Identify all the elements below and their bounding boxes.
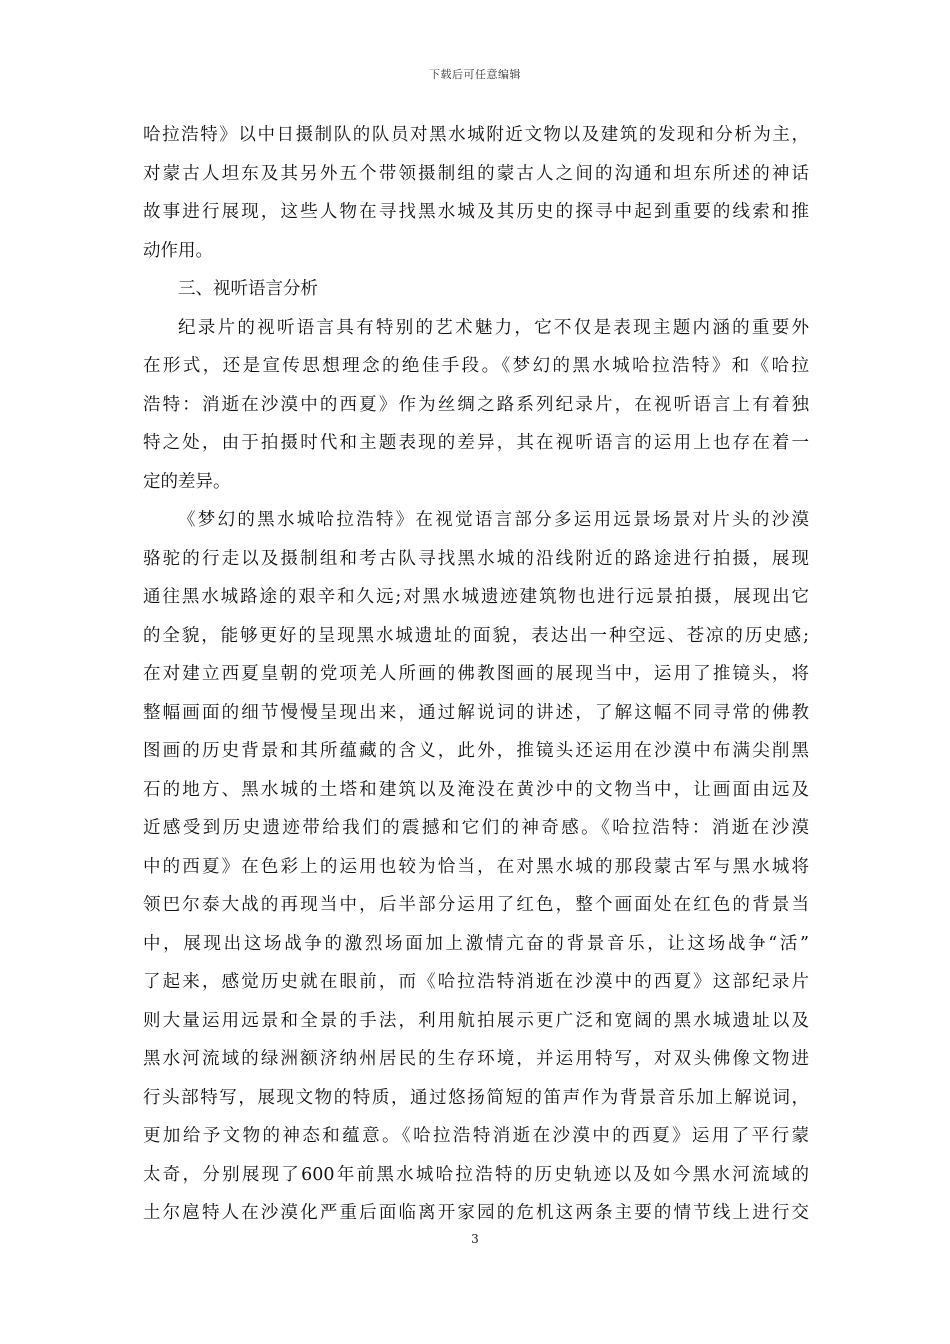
text-line: 更加给予文物的神态和蕴意。《哈拉浩特消逝在沙漠中的西夏》运用了平行蒙 bbox=[143, 1126, 809, 1146]
text-line: 了起来，感觉历史就在眼前，而《哈拉浩特消逝在沙漠中的西夏》这部纪录片 bbox=[143, 972, 809, 992]
section-heading: 三、视听语言分析 bbox=[178, 279, 318, 299]
text-line: 近感受到历史遗迹带给我们的震撼和它们的神奇感。《哈拉浩特：消逝在沙漠 bbox=[143, 818, 809, 838]
text-line: 太奇，分别展现了600年前黑水城哈拉浩特的历史轨迹以及如今黑水河流域的 bbox=[143, 1164, 809, 1185]
text-line: 动作用。 bbox=[143, 240, 213, 261]
page-number: 3 bbox=[471, 1232, 479, 1246]
text-line: 哈拉浩特》以中日摄制队的队员对黑水城附近文物以及建筑的发现和分析为主， bbox=[143, 125, 809, 145]
text-line: 领巴尔泰大战的再现当中，后半部分运用了红色，整个画面处在红色的背景当 bbox=[143, 895, 809, 915]
text-line: 骆驼的行走以及摄制组和考古队寻找黑水城的沿线附近的路途进行拍摄，展现 bbox=[143, 548, 809, 569]
page-header: 下载后可任意编辑 bbox=[429, 68, 521, 81]
text-line: 中的西夏》在色彩上的运用也较为恰当，在对黑水城的那段蒙古军与黑水城将 bbox=[143, 856, 809, 877]
text-line: 在形式，还是宣传思想理念的绝佳手段。《梦幻的黑水城哈拉浩特》和《哈拉 bbox=[143, 356, 809, 376]
text-line: 整幅画面的细节慢慢呈现出来，通过解说词的讲述，了解这幅不同寻常的佛教 bbox=[143, 702, 809, 723]
text-line: 《梦幻的黑水城哈拉浩特》在视觉语言部分多运用远景场景对片头的沙漠 bbox=[178, 510, 809, 530]
text-line: 对蒙古人坦东及其另外五个带领摄制组的蒙古人之间的沟通和坦东所述的神话 bbox=[143, 163, 809, 184]
text-line: 石的地方、黑水城的土塔和建筑以及淹没在黄沙中的文物当中，让画面由远及 bbox=[143, 779, 809, 800]
text-line: 黑水河流域的绿洲额济纳州居民的生存环境，并运用特写，对双头佛像文物进 bbox=[143, 1049, 809, 1069]
text-line: 的全貌，能够更好的呈现黑水城遗址的面貌，表达出一种空远、苍凉的历史感; bbox=[143, 625, 809, 646]
body-text bbox=[143, 116, 809, 1233]
text-line: 特之处，由于拍摄时代和主题表现的差异，其在视听语言的运用上也存在着一 bbox=[143, 433, 809, 453]
text-line: 图画的历史背景和其所蕴藏的含义，此外，推镜头还运用在沙漠中布满尖削黑 bbox=[143, 741, 809, 761]
text-line: 浩特：消逝在沙漠中的西夏》作为丝绸之路系列纪录片，在视听语言上有着独 bbox=[143, 394, 809, 415]
text-line: 定的差异。 bbox=[143, 471, 231, 492]
text-line: 则大量运用远景和全景的手法，利用航拍展示更广泛和宽阔的黑水城遗址以及 bbox=[143, 1010, 809, 1031]
text-line: 土尔扈特人在沙漠化严重后面临离开家园的危机这两条主要的情节线上进行交 bbox=[143, 1203, 809, 1223]
text-line: 中，展现出这场战争的激烈场面加上激情亢奋的背景音乐，让这场战争“活” bbox=[143, 933, 809, 954]
text-line: 行头部特写，展现文物的特质，通过悠扬简短的笛声作为背景音乐加上解说词， bbox=[143, 1087, 809, 1108]
text-line: 在对建立西夏皇朝的党项羌人所画的佛教图画的展现当中，运用了推镜头，将 bbox=[143, 664, 809, 684]
text-line: 故事进行展现，这些人物在寻找黑水城及其历史的探寻中起到重要的线索和推 bbox=[143, 202, 809, 222]
text-line: 纪录片的视听语言具有特别的艺术魅力，它不仅是表现主题内涵的重要外 bbox=[178, 317, 809, 338]
text-line: 通往黑水城路途的艰辛和久远;对黑水城遗迹建筑物也进行远景拍摄，展现出它 bbox=[143, 587, 809, 607]
